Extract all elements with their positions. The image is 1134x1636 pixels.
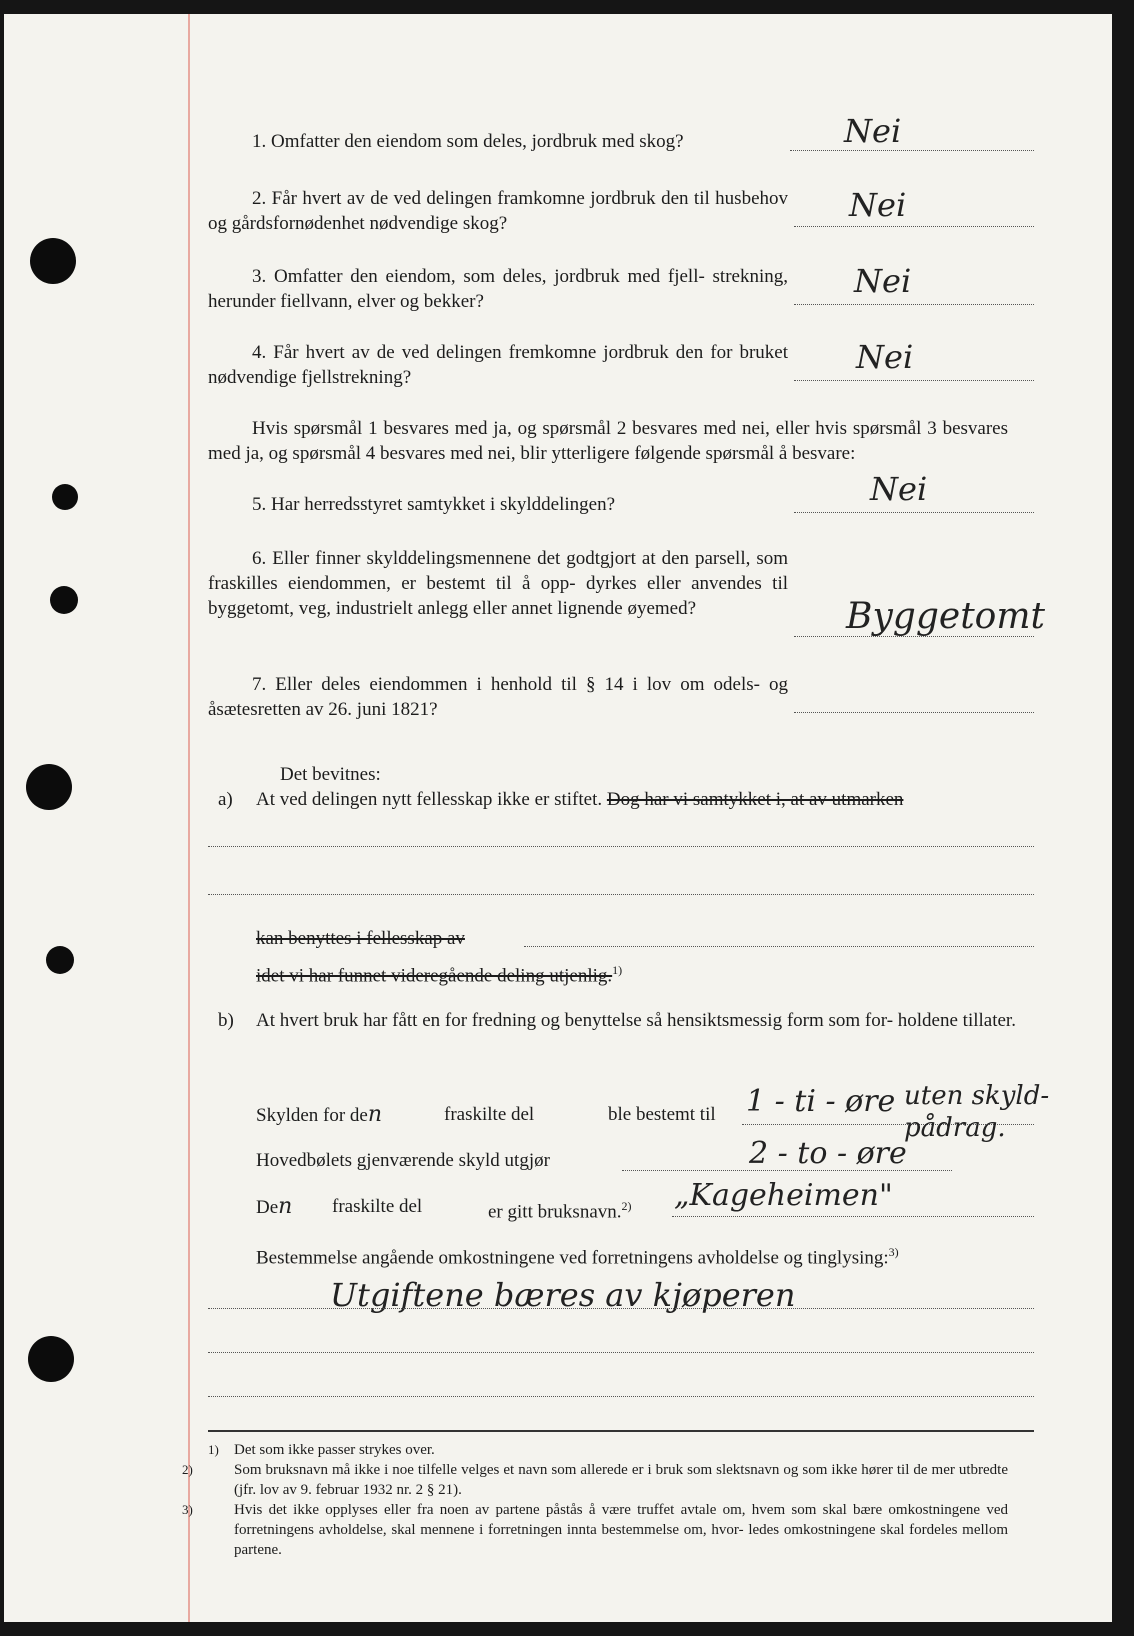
question-4 [208,340,788,390]
footnote-mark: 2) [182,1462,193,1477]
skylden-note: uten skyld- pådrag. [904,1081,1050,1143]
question-number: 5. [252,494,267,515]
answer-handwritten: Nei [854,262,912,300]
question-2 [208,186,788,236]
question-5 [208,492,788,517]
answer-line [790,150,1034,151]
answer-line [794,512,1034,513]
blank-line [208,846,1034,847]
de-label: De [256,1197,279,1218]
question-number: 4. [252,342,267,363]
de-label-3 [488,1194,632,1224]
question-1 [208,129,788,154]
punch-hole [28,1336,74,1382]
punch-hole [52,484,78,510]
de-label-3-text: er gitt bruksnavn. [488,1201,622,1223]
item-a-label: a) [218,789,233,810]
answer-line [672,1216,1034,1217]
skylden-row [256,1102,382,1128]
bevitnes-heading: Det bevitnes: [280,764,381,785]
bestemmelse-value: Utgiftene bæres av kjøperen [330,1276,796,1314]
bestemmelse-label [256,1240,899,1270]
blank-line [208,1396,1034,1397]
item-a-text [256,787,903,812]
blank-line [208,1352,1034,1353]
blank-line [524,946,1034,947]
question-text: Eller finner skylddelingsmennene det godtgjort at den parsell, som fraskilles eiendommen, er bestemt til å opp- dyrkes eller anvendes til byggetomt, veg, industrielt anlegg eller annet lignende øyemed? [208,548,789,619]
de-row [256,1194,292,1220]
footnote-ref: 1) [612,963,623,977]
condition-paragraph [208,416,1008,466]
item-b-text: At hvert bruk har fått en for fredning og benyttelse så hensiktsmessig form som for- holdene tillater. [256,1010,1016,1031]
skylden-label: Skylden for de [256,1105,368,1126]
question-text: Får hvert av de ved delingen framkomne jordbruk den til husbehov og gårdsfornødenhet nødvendige skog? [208,188,789,234]
footnote-ref: 2) [621,1199,632,1213]
question-3 [208,264,788,314]
struck-line-2-text: idet vi har funnet videregående deling utjenlig. [256,965,613,987]
question-7 [208,672,788,722]
footnote-1 [208,1440,1008,1460]
blank-line [208,1308,1034,1309]
hoved-value: 2 - to - øre [749,1136,907,1171]
question-number: 3. [252,266,267,287]
footnote-text: Hvis det ikke opplyses eller fra noen av partene påstås å være truffet avtale om, hvem som skal bære omkostningene ved forretningens avholdelse, skal mennene i forretningen innta bestemmelse om, hvor- ledes omkostningene skal fordeles mellom partene. [234,1502,1008,1558]
answer-handwritten: Nei [856,338,914,376]
skylden-label-3: ble bestemt til [608,1104,716,1125]
punch-hole [26,764,72,810]
answer-handwritten: Nei [844,112,902,150]
question-number: 6. [252,548,267,569]
question-number: 7. [252,674,267,695]
question-text: Har herredsstyret samtykket i skylddelingen? [271,494,616,515]
struck-line-1: kan benyttes i fellesskap av [256,928,465,949]
struck-line-2 [256,958,622,988]
answer-handwritten: Nei [870,470,928,508]
footnote-mark: 3) [182,1502,193,1517]
answer-line [794,712,1034,713]
punch-hole [50,586,78,614]
bruksnavn-value: „Kageheimen" [674,1178,893,1213]
question-6 [208,546,788,621]
question-text: Får hvert av de ved delingen fremkomne jordbruk den for bruket nødvendige fjellstrekning? [208,342,788,388]
item-a-struck-text: Dog har vi samtykket i, at av utmarken [606,789,904,810]
skylden-label-2: fraskilte del [444,1104,535,1125]
bestemmelse-text: Bestemmelse angående omkostningene ved forretningens avholdelse og tinglysing: [256,1247,889,1269]
footnote-3 [182,1500,1008,1560]
answer-line [794,226,1034,227]
footnote-mark: 1) [208,1442,219,1457]
blank-line [208,894,1034,895]
punch-hole [46,946,74,974]
footnote-separator [208,1430,1034,1432]
answer-handwritten: Byggetomt [846,596,1045,637]
document-page [4,14,1112,1622]
hoved-label: Hovedbølets gjenværende skyld utgjør [256,1150,550,1171]
answer-handwritten: Nei [849,186,907,224]
item-a-statement: At ved delingen nytt fellesskap ikke er stiftet. [256,789,603,810]
answer-line [794,304,1034,305]
punch-hole [30,238,76,284]
question-text: Eller deles eiendommen i henhold til § 14 i lov om odels- og åsætesretten av 26. juni 1821? [208,674,788,720]
footnote-2 [182,1460,1008,1500]
question-text: Omfatter den eiendom som deles, jordbruk med skog? [271,131,684,152]
question-text: Omfatter den eiendom, som deles, jordbruk med fjell- strekning, herunder fiellvann, elver og bekker? [208,266,788,312]
footnote-text: Som bruksnavn må ikke i noe tilfelle velges et navn som allerede er i bruk som slektsnavn og som ikke hører til de mer utbredte (jfr. lov av 9. februar 1932 nr. 2 § 21). [234,1462,1008,1498]
skylden-hw-suffix: n [367,1102,383,1127]
de-hw-suffix: n [278,1194,293,1219]
question-number: 2. [252,188,267,209]
question-number: 1. [252,131,267,152]
answer-line [794,380,1034,381]
condition-text: Hvis spørsmål 1 besvares med ja, og spørsmål 2 besvares med nei, eller hvis spørsmål 3 besvares med ja, og spørsmål 4 besvares med nei, blir ytterligere følgende spørsmål å besvare: [208,418,1008,464]
footnote-text: Det som ikke passer strykes over. [234,1442,435,1458]
footnote-ref: 3) [888,1245,899,1259]
de-label-2: fraskilte del [332,1196,423,1217]
skylden-value: 1 - ti - øre [746,1084,896,1119]
item-b-label: b) [218,1010,234,1031]
margin-line [188,14,190,1622]
